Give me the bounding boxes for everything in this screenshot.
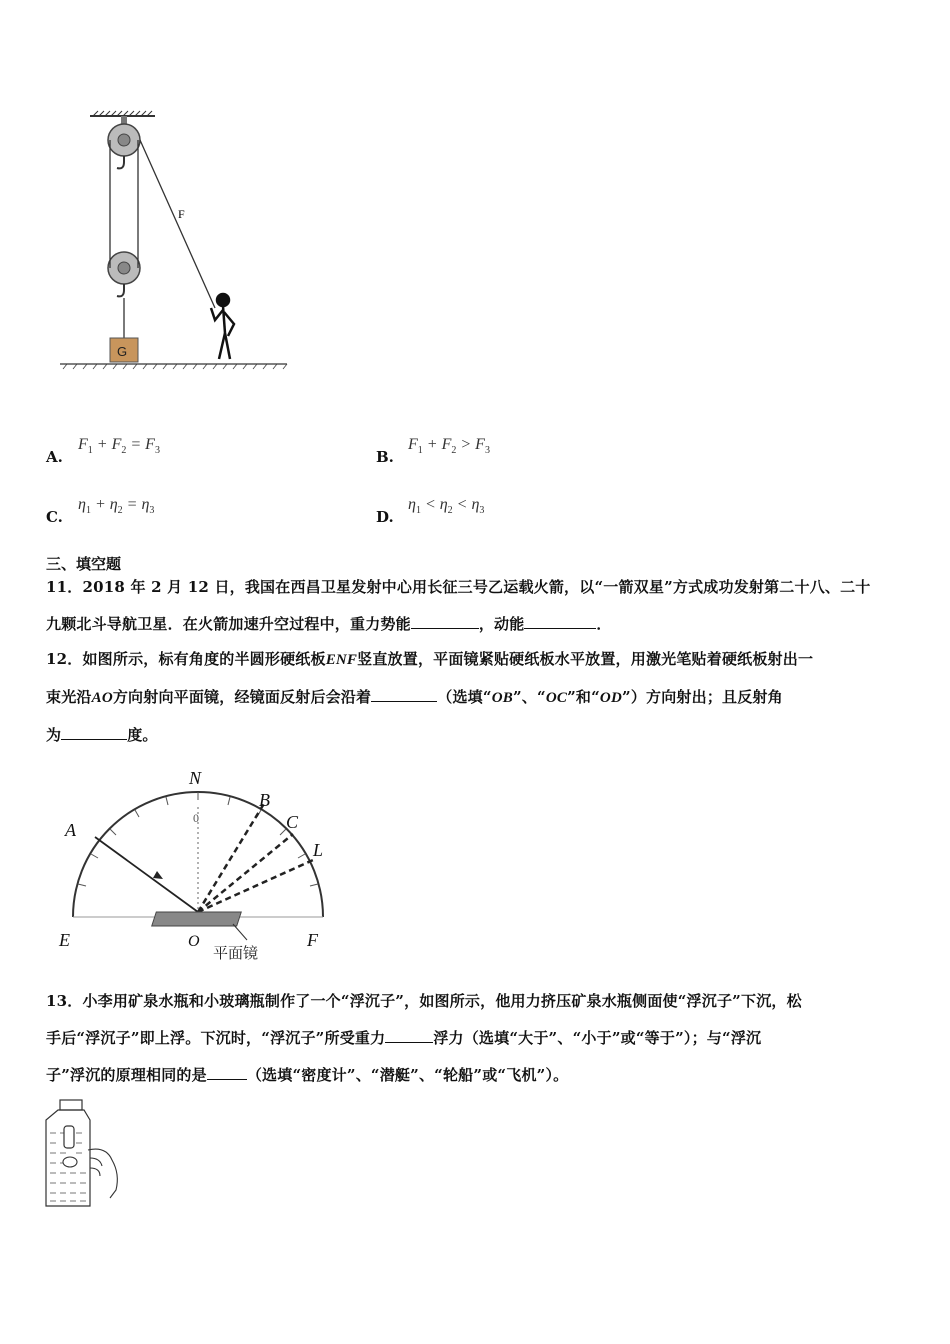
q13-line1: 13．小李用矿泉水瓶和小玻璃瓶制作了一个“浮沉子”，如图所示，他用力挤压矿泉水瓶侧面使“浮沉子”下沉，松 (46, 992, 802, 1010)
option-d-formula: $\eta_1 < \eta_2 < \eta_3$ (408, 496, 485, 517)
option-c[interactable] (46, 507, 63, 526)
q12-line3: 为 度。 (46, 717, 916, 754)
answer-blank[interactable] (411, 612, 479, 629)
label-o: O (188, 933, 200, 950)
option-b[interactable] (376, 447, 394, 466)
question-13 (46, 983, 916, 1094)
label-l: L (313, 840, 324, 860)
answer-blank[interactable] (524, 612, 596, 629)
label-b: B (259, 790, 270, 810)
person-icon (211, 294, 234, 359)
option-a-formula: $F_1 + F_2 = F_3$ (78, 436, 160, 457)
option-label: A. (46, 448, 63, 466)
option-label: C. (46, 508, 63, 526)
option-b-formula: $F_1 + F_2 > F_3$ (408, 436, 490, 457)
label-f: F (307, 930, 318, 950)
weight-label: G (117, 344, 128, 359)
answer-blank[interactable] (61, 723, 127, 740)
q13-line3: 子”浮沉的原理相同的是 （选填“密度计”、“潜艇”、“轮船”或“飞机”）。 (46, 1057, 916, 1094)
section-title: 三、填空题 (46, 555, 122, 573)
q11-line1: 11．2018 年 2 月 12 日，我国在西昌卫星发射中心用长征三号乙运载火箭，以“一箭双星”方式成功发射第二十八、二十 (46, 578, 871, 596)
pulley-figure (55, 108, 295, 373)
force-label: F (178, 207, 185, 221)
label-c: C (286, 812, 299, 832)
option-a[interactable] (46, 447, 63, 466)
mirror-label: 平面镜 (213, 944, 259, 962)
q12-line2: 束光沿AO方向射向平面镜，经镜面反射后会沿着 （选填“OB”、“OC”和“OD”）方向射出；且反射角 (46, 679, 916, 717)
label-e: E (59, 930, 70, 950)
reflection-figure (55, 762, 345, 967)
answer-blank[interactable] (207, 1063, 247, 1080)
answer-blank[interactable] (371, 685, 437, 702)
option-label: D. (376, 508, 394, 526)
question-11 (46, 569, 916, 643)
question-12 (46, 641, 916, 754)
answer-blank[interactable] (385, 1026, 433, 1043)
option-d[interactable] (376, 507, 394, 526)
option-c-formula: $\eta_1 + \eta_2 = \eta_3$ (78, 496, 155, 517)
bottle-figure (42, 1098, 127, 1210)
label-a: A (65, 820, 76, 840)
q12-line1: 12．如图所示，标有角度的半圆形硬纸板ENF竖直放置，平面镜紧贴硬纸板水平放置，用激光笔贴着硬纸板射出一 (46, 650, 814, 668)
option-label: B. (376, 448, 394, 466)
q11-line2: 九颗北斗导航卫星．在火箭加速升空过程中，重力势能 ，动能 ． (46, 606, 916, 643)
q13-line2: 手后“浮沉子”即上浮。下沉时，“浮沉子”所受重力 浮力（选填“大于”、“小于”或“等于”）；与“浮沉 (46, 1020, 916, 1057)
zero-mark: 0 (193, 811, 199, 825)
label-n: N (189, 768, 202, 788)
